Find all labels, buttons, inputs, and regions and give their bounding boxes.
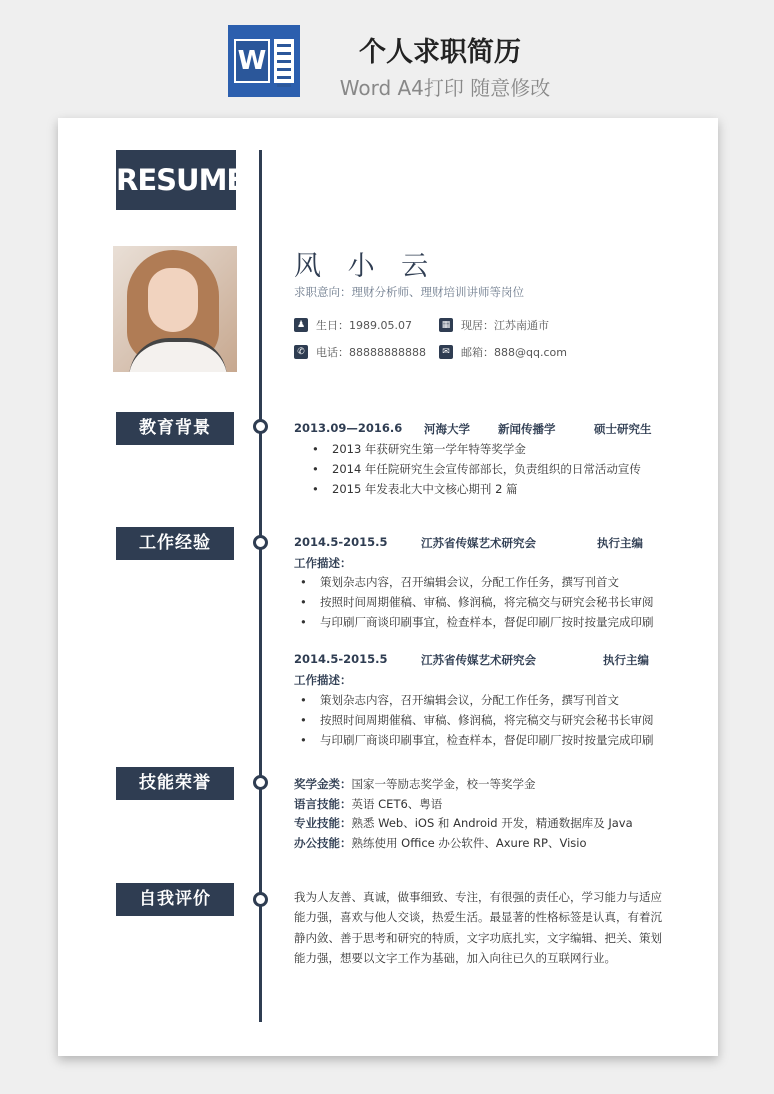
word-letter-icon: W [234, 39, 270, 83]
work-desc-label: 工作描述： [294, 556, 352, 570]
timeline-dot-skills [253, 775, 268, 790]
page-header [0, 0, 774, 110]
resume-badge: RESUME [116, 150, 236, 210]
education-school: 河海大学 [424, 422, 470, 436]
candidate-name: 风 小 云 [294, 251, 438, 282]
skill-label: 奖学金类： [294, 777, 352, 791]
email-text: 邮箱：888@qq.com [461, 346, 567, 359]
person-icon: ♟ [294, 318, 308, 332]
email-info [439, 344, 567, 360]
phone-text: 电话：88888888888 [316, 346, 426, 359]
education-item: • 2014 年任院研究生会宣传部部长，负责组织的日常活动宣传 [312, 462, 641, 476]
timeline-dot-self [253, 892, 268, 907]
education-major: 新闻传播学 [498, 422, 556, 436]
skill-value: 熟悉 Web、iOS 和 Android 开发，精通数据库及 Java [351, 816, 633, 830]
timeline-dot-education [253, 419, 268, 434]
skill-label: 语言技能： [294, 797, 352, 811]
work-period: 2014.5-2015.5 [294, 652, 388, 666]
education-item-text: 2013 年获研究生第一学年特等奖学金 [332, 442, 526, 456]
work-item: • 策划杂志内容，召开编辑会议，分配工作任务，撰写刊首文 [300, 575, 619, 589]
education-item-text: 2014 年任院研究生会宣传部部长，负责组织的日常活动宣传 [332, 462, 641, 476]
work-company: 江苏省传媒艺术研究会 [421, 653, 536, 667]
photo-face [148, 268, 198, 332]
work-item: • 与印刷厂商谈印刷事宜，检查样本，督促印刷厂按时按量完成印刷 [300, 733, 654, 747]
education-item: • 2015 年发表北大中文核心期刊 2 篇 [312, 482, 518, 496]
birthday-text: 生日：1989.05.07 [316, 319, 412, 332]
residence-text: 现居：江苏南通市 [461, 319, 549, 332]
work-item-text: 策划杂志内容，召开编辑会议，分配工作任务，撰写刊首文 [320, 693, 619, 707]
work-company: 江苏省传媒艺术研究会 [421, 536, 536, 550]
work-item-text: 与印刷厂商谈印刷事宜，检查样本，督促印刷厂按时按量完成印刷 [320, 733, 654, 747]
word-app-icon [228, 25, 300, 97]
education-period: 2013.09—2016.6 [294, 421, 403, 435]
section-title-self: 自我评价 [116, 883, 234, 916]
work-item-text: 按照时间周期催稿、审稿、修润稿，将完稿交与研究会秘书长审阅 [320, 713, 654, 727]
job-intent: 求职意向：理财分析师、理财培训讲师等岗位 [294, 285, 524, 299]
skill-row [294, 835, 587, 851]
work-role: 执行主编 [597, 536, 643, 550]
profile-photo [113, 246, 237, 372]
phone-icon: ✆ [294, 345, 308, 359]
document-lines-icon [274, 39, 294, 83]
work-role: 执行主编 [603, 653, 649, 667]
mail-icon: ✉ [439, 345, 453, 359]
section-title-skills: 技能荣誉 [116, 767, 234, 800]
section-title-education: 教育背景 [116, 412, 234, 445]
page-title: 个人求职简历 [359, 37, 521, 68]
work-item-text: 策划杂志内容，召开编辑会议，分配工作任务，撰写刊首文 [320, 575, 619, 589]
skill-value: 熟练使用 Office 办公软件、Axure RP、Visio [351, 836, 587, 850]
section-title-work: 工作经验 [116, 527, 234, 560]
work-item: • 按照时间周期催稿、审稿、修润稿，将完稿交与研究会秘书长审阅 [300, 595, 654, 609]
skill-row [294, 796, 442, 812]
work-period: 2014.5-2015.5 [294, 535, 388, 549]
education-item: • 2013 年获研究生第一学年特等奖学金 [312, 442, 526, 456]
skill-row [294, 776, 536, 792]
timeline-dot-work [253, 535, 268, 550]
residence-info [439, 317, 549, 333]
birthday-info [294, 317, 412, 333]
work-item: • 按照时间周期催稿、审稿、修润稿，将完稿交与研究会秘书长审阅 [300, 713, 654, 727]
skill-label: 办公技能： [294, 836, 352, 850]
work-item-text: 按照时间周期催稿、审稿、修润稿，将完稿交与研究会秘书长审阅 [320, 595, 654, 609]
education-degree: 硕士研究生 [594, 422, 652, 436]
work-item-text: 与印刷厂商谈印刷事宜，检查样本，督促印刷厂按时按量完成印刷 [320, 615, 654, 629]
skill-label: 专业技能： [294, 816, 352, 830]
skill-value: 国家一等励志奖学金，校一等奖学金 [351, 777, 536, 791]
page-subtitle: Word A4打印 随意修改 [339, 76, 551, 100]
skill-value: 英语 CET6、粤语 [351, 797, 443, 811]
self-evaluation-text: 我为人友善、真诚，做事细致、专注，有很强的责任心，学习能力与适应能力强，喜欢与他人交谈，热爱生活。最显著的性格标签是认真，有着沉静内敛、善于思考和研究的特质，文字功底扎实，文字编辑、把关、策划能力强，想要以文字工作为基础，加入向往已久的互联网行业。 [294, 890, 662, 965]
phone-info [294, 344, 426, 360]
education-item-text: 2015 年发表北大中文核心期刊 2 篇 [332, 482, 518, 496]
work-item: • 策划杂志内容，召开编辑会议，分配工作任务，撰写刊首文 [300, 693, 619, 707]
skill-row [294, 815, 633, 831]
calendar-icon: ▦ [439, 318, 453, 332]
work-desc-label: 工作描述： [294, 673, 352, 687]
work-item: • 与印刷厂商谈印刷事宜，检查样本，督促印刷厂按时按量完成印刷 [300, 615, 654, 629]
resume-page [58, 118, 718, 1056]
